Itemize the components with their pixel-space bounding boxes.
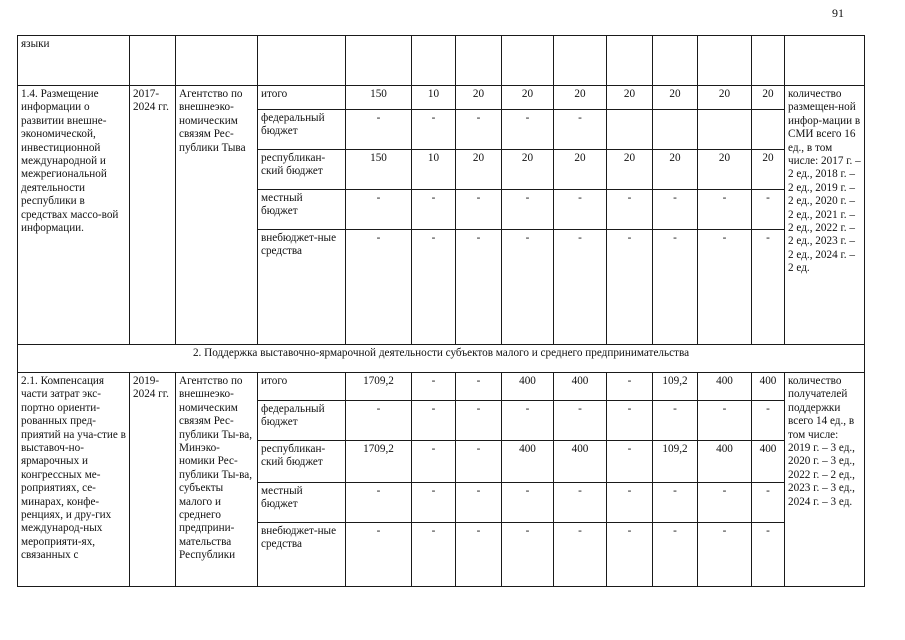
funding-source-cell: итого [258, 373, 346, 401]
value-cell: - [412, 110, 456, 150]
executor-cell: Агентство по внешнеэко-номическим связям Рес-публики Тыва [176, 86, 258, 345]
value-cell: - [456, 441, 502, 483]
value-cell: - [456, 373, 502, 401]
value-cell: - [554, 230, 607, 345]
value-cell: 400 [752, 373, 785, 401]
value-cell: - [412, 441, 456, 483]
value-cell: - [607, 373, 653, 401]
value-cell: - [554, 523, 607, 587]
funding-source-cell: внебюджет-ные средства [258, 230, 346, 345]
value-cell: - [502, 523, 554, 587]
value-cell: - [346, 110, 412, 150]
table-row [18, 86, 865, 110]
value-cell: - [554, 483, 607, 523]
value-cell: - [752, 190, 785, 230]
value-cell: - [412, 523, 456, 587]
value-cell: 400 [502, 441, 554, 483]
value-cell: - [752, 483, 785, 523]
value-cell: - [412, 373, 456, 401]
value-cell: - [607, 523, 653, 587]
funding-source-cell: итого [258, 86, 346, 110]
funding-source-cell: федеральный бюджет [258, 401, 346, 441]
value-cell: 400 [698, 441, 752, 483]
value-cell: 400 [502, 373, 554, 401]
value-cell: - [346, 483, 412, 523]
value-cell: - [607, 483, 653, 523]
value-cell: 20 [698, 86, 752, 110]
value-cell: - [502, 110, 554, 150]
funding-source-cell: республикан-ский бюджет [258, 441, 346, 483]
value-cell: - [502, 230, 554, 345]
value-cell: - [412, 483, 456, 523]
value-cell: - [653, 190, 698, 230]
value-cell: - [456, 230, 502, 345]
value-cell: - [607, 441, 653, 483]
value-cell: - [346, 401, 412, 441]
value-cell: 20 [607, 150, 653, 190]
value-cell: 20 [653, 86, 698, 110]
value-cell: - [698, 483, 752, 523]
measure-cell: 1.4. Размещение информации о развитии внешне-экономической, инвестиционной международной и межрегиональной деятельности республики в средствах массо-вой информации. [18, 86, 130, 345]
value-cell: 1709,2 [346, 373, 412, 401]
value-cell: - [502, 190, 554, 230]
value-cell: - [752, 401, 785, 441]
value-cell: - [698, 401, 752, 441]
value-cell [653, 110, 698, 150]
value-cell: 20 [752, 86, 785, 110]
period-cell: 2017-2024 гг. [130, 86, 176, 345]
value-cell: 20 [554, 150, 607, 190]
value-cell: - [456, 190, 502, 230]
page-number: 91 [832, 6, 844, 20]
value-cell: 109,2 [653, 373, 698, 401]
value-cell: 10 [412, 150, 456, 190]
value-cell: - [752, 523, 785, 587]
table-row [18, 36, 865, 86]
value-cell: - [653, 483, 698, 523]
value-cell: 20 [456, 150, 502, 190]
value-cell: - [653, 401, 698, 441]
value-cell: 400 [698, 373, 752, 401]
value-cell: - [607, 230, 653, 345]
value-cell: 20 [698, 150, 752, 190]
value-cell: - [346, 230, 412, 345]
value-cell [752, 110, 785, 150]
value-cell: - [456, 483, 502, 523]
indicator-cell: количество размещен-ной инфор-мации в СМИ всего 16 ед., в том числе: 2017 г. – 2 ед., 2018 г. – 2 ед., 2019 г. – 2 ед., 2020 г. – 2 ед., 2021 г. – 2 ед., 2022 г. – 2 ед., 2023 г. – 2 ед., 2024 г. – 2 ед. [785, 86, 865, 345]
funding-source-cell: местный бюджет [258, 190, 346, 230]
value-cell: - [653, 230, 698, 345]
value-cell: - [698, 230, 752, 345]
value-cell: 1709,2 [346, 441, 412, 483]
value-cell: - [456, 523, 502, 587]
value-cell: - [698, 190, 752, 230]
funding-source-cell: внебюджет-ные средства [258, 523, 346, 587]
value-cell: 400 [554, 441, 607, 483]
value-cell: 20 [607, 86, 653, 110]
table-row [18, 373, 865, 401]
value-cell: - [698, 523, 752, 587]
value-cell: - [502, 483, 554, 523]
value-cell: - [502, 401, 554, 441]
value-cell: - [554, 110, 607, 150]
value-cell [698, 110, 752, 150]
value-cell: 10 [412, 86, 456, 110]
value-cell: - [554, 401, 607, 441]
program-table [17, 35, 865, 587]
value-cell: - [346, 523, 412, 587]
funding-source-cell: республикан-ский бюджет [258, 150, 346, 190]
value-cell: 400 [554, 373, 607, 401]
value-cell: - [456, 110, 502, 150]
executor-cell: Агентство по внешнеэко-номическим связям Рес-публики Ты-ва, Минэко-номики Рес-публики Ты-ва, субъекты малого и среднего предприни-мательства Республики [176, 373, 258, 587]
value-cell: 400 [752, 441, 785, 483]
value-cell: - [607, 190, 653, 230]
indicator-cell: количество получателей поддержки всего 14 ед., в том числе: 2019 г. – 3 ед., 2020 г. – 3 ед., 2022 г. – 2 ед., 2023 г. – 3 ед., 2024 г. – 3 ед. [785, 373, 865, 587]
value-cell: - [752, 230, 785, 345]
value-cell: - [456, 401, 502, 441]
period-cell: 2019-2024 гг. [130, 373, 176, 587]
value-cell: - [607, 401, 653, 441]
value-cell: 20 [554, 86, 607, 110]
value-cell: - [412, 190, 456, 230]
section-heading-row [18, 345, 865, 373]
section-title: 2. Поддержка выставочно-ярмарочной деятельности субъектов малого и среднего предпринимательства [18, 345, 865, 373]
measure-cell: 2.1. Компенсация части затрат экс-портно ориенти-рованных пред-приятий на уча-стие в выставоч-но-ярмарочных и конгрессных ме-роприятиях, се-минарах, конфе-ренциях, и дру-гих международ-ных мероприяти-ях, связанных с [18, 373, 130, 587]
measure-cell: языки [18, 36, 130, 86]
value-cell: 20 [456, 86, 502, 110]
value-cell: - [412, 401, 456, 441]
value-cell: - [346, 190, 412, 230]
value-cell: 150 [346, 150, 412, 190]
value-cell: 20 [752, 150, 785, 190]
funding-source-cell: местный бюджет [258, 483, 346, 523]
value-cell: - [412, 230, 456, 345]
value-cell: 20 [653, 150, 698, 190]
funding-source-cell: федеральный бюджет [258, 110, 346, 150]
value-cell: 20 [502, 150, 554, 190]
value-cell: 150 [346, 86, 412, 110]
value-cell: 20 [502, 86, 554, 110]
value-cell: 109,2 [653, 441, 698, 483]
value-cell: - [554, 190, 607, 230]
value-cell: - [653, 523, 698, 587]
value-cell [607, 110, 653, 150]
